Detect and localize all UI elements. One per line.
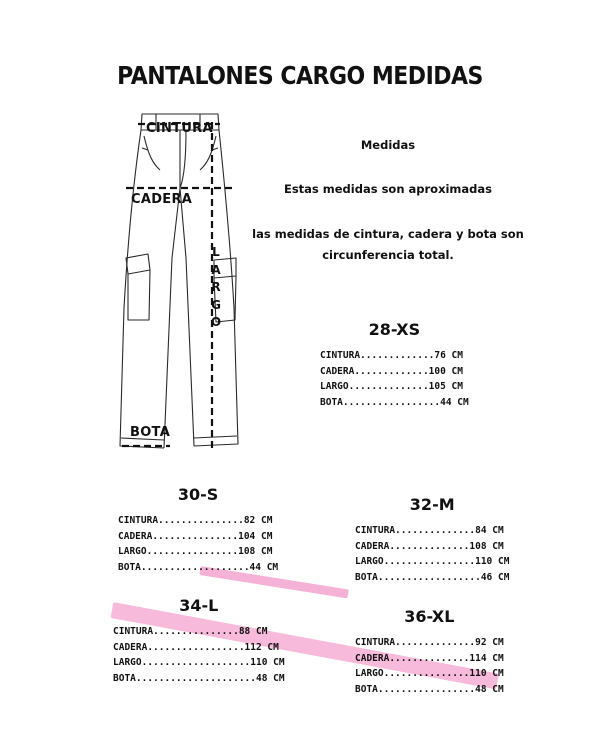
measure-row: CADERA.................112 CM (113, 641, 279, 653)
size-block-36xl (355, 607, 504, 697)
size-name: 36-XL (404, 607, 455, 626)
cadera-label: CADERA (131, 192, 193, 207)
measure-row: BOTA...................44 CM (118, 561, 279, 573)
info-approx: Estas medidas son aproximadas (283, 182, 493, 196)
measure-row: CINTURA...............88 CM (113, 626, 268, 637)
size-name: 34-L (179, 596, 219, 615)
largo-letter: G (211, 297, 221, 312)
measure-row: BOTA..................46 CM (355, 571, 510, 583)
size-block-28xs (320, 320, 469, 410)
measure-row: CINTURA.............76 CM (320, 350, 463, 361)
measure-row: LARGO................110 CM (355, 556, 510, 567)
measure-row: BOTA.................44 CM (320, 396, 469, 408)
measure-row: CADERA...............104 CM (118, 530, 273, 542)
measure-row: CINTURA...............82 CM (118, 515, 273, 526)
measure-row: BOTA.................48 CM (355, 683, 504, 695)
size-name: 30-S (177, 485, 219, 504)
largo-letter: L (212, 245, 220, 259)
size-block-34l (113, 596, 285, 686)
measure-row: CINTURA..............84 CM (355, 525, 504, 536)
cintura-label: CINTURA (146, 121, 213, 136)
info-note-line2: circunferencia total. (322, 248, 454, 262)
size-block-32m (355, 495, 509, 585)
largo-letter: O (210, 315, 222, 329)
largo-letter: A (211, 262, 221, 277)
size-name: 28-XS (368, 320, 421, 339)
size-block-30s (118, 485, 278, 575)
bota-label: BOTA (130, 425, 171, 440)
page-title: PANTALONES CARGO MEDIDAS (117, 62, 483, 91)
largo-letter: R (211, 280, 221, 294)
info-note-line1: las medidas de cintura, cadera y bota son (252, 227, 524, 241)
measure-row: LARGO................108 CM (118, 546, 273, 557)
info-heading: Medidas (360, 138, 416, 152)
measure-row: LARGO...............110 CM (355, 668, 504, 679)
measure-row: LARGO..............105 CM (320, 381, 463, 392)
measure-row: BOTA.....................48 CM (113, 672, 285, 684)
measure-row: CADERA..............114 CM (355, 652, 504, 664)
cargo-pants-diagram (108, 108, 258, 460)
size-name: 32-M (409, 495, 455, 514)
measure-row: CINTURA..............92 CM (355, 637, 504, 648)
measure-row: LARGO...................110 CM (113, 657, 285, 668)
measure-row: CADERA..............108 CM (355, 540, 504, 552)
largo-label (209, 244, 223, 332)
measure-row: CADERA.............100 CM (320, 365, 463, 377)
